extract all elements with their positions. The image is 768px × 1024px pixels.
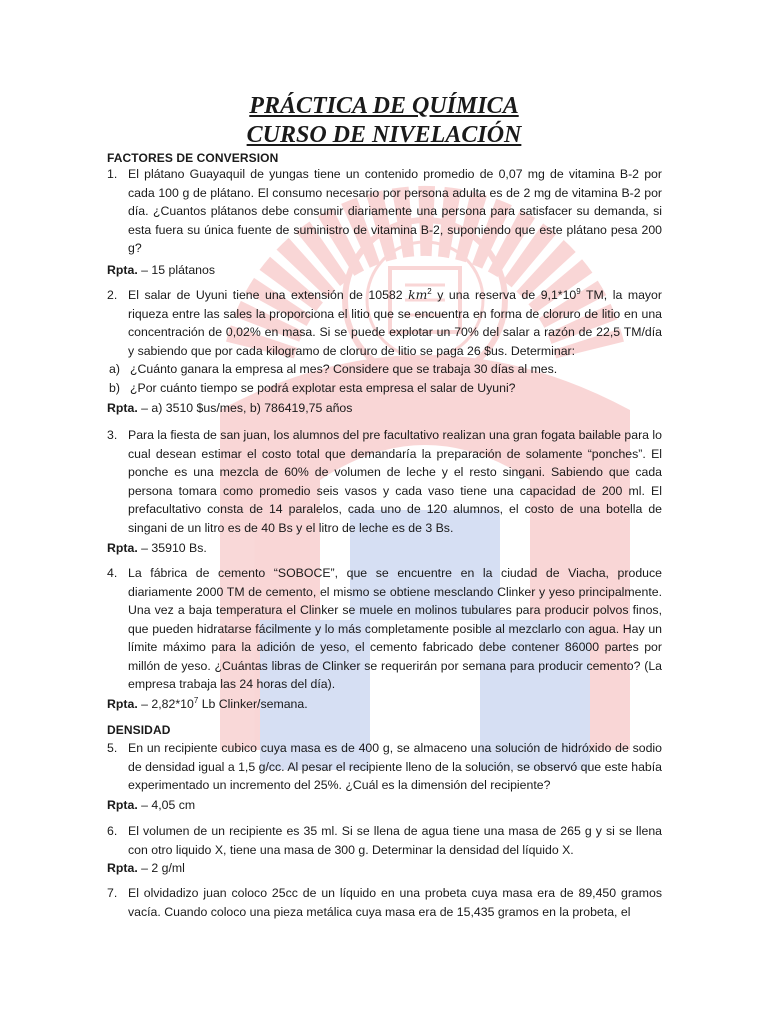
answer-2 (107, 399, 352, 417)
problem-text: La fábrica de cemento “SOBOCE”, que se encuentre en la ciudad de Viacha, produce diariamente 2000 TM de cemento, el mismo se obtiene mesclando Clinker y yeso principalmente. Una vez a baja temperatura el Clinker se muele en molinos tubulares para producir polvos finos, que pueden hidratarse fácilmente y lo más completamente posible al mezclarlo con agua. Hay un límite máximo para la adición de yeso, el cemento fabricado debe contener 86000 partes por millón de yeso. ¿Cuántas libras de Clinker se requerirán por semana para producir cemento? (La empresa trabaja las 24 horas del día). (128, 566, 662, 691)
page-title-line1: PRÁCTICA DE QUÍMICA (249, 93, 519, 119)
problem-text: El plátano Guayaquil de yungas tiene un contenido promedio de 0,07 mg de vitamina B-2 por cada 100 g de plátano. El consumo necesario por persona adulta es de 2 mg de vitamina B-2 por día. ¿Cuantos plátanos debe consumir diariamente una persona para satisfacer su demanda, si esta fuera su única fuente de suministro de vitamina B-2, suponiendo que este plátano pesa 200 g? (128, 167, 662, 255)
sub-question-a: a) ¿Cuánto ganara la empresa al mes? Considere que se trabaja 30 días al mes. (109, 362, 558, 376)
answer-label: Rpta. (107, 401, 138, 415)
problem-text: En un recipiente cubico cuya masa es de 400 g, se almaceno una solución de hidróxido de sodio de densidad igual a 1,5 g/cc. Al pesar el recipiente lleno de la solución, se observó que este había experimentado un incremento del 25%. ¿Cuál es la dimensión del recipiente? (128, 741, 662, 792)
answer-value: – 15 plátanos (137, 263, 216, 277)
problem-text: El olvidadizo juan coloco 25cc de un líquido en una probeta cuya masa era de 89,450 gramos vacía. Cuando coloco una pieza metálica cuya masa era de 15,435 gramos en la probeta, el (128, 886, 662, 919)
answer-4: Rpta. – $2,82*10^7$ Lb Clinker/semana. (107, 695, 308, 711)
answer-label: Rpta. (107, 861, 138, 875)
unit-km: km (408, 288, 428, 302)
problem-7 (107, 884, 662, 921)
answer-value: – 2 g/ml (137, 861, 185, 875)
problem-text: El salar de Uyuni tiene una extensión de 10582 $km^2$ y una reserva de $9,1*10^9$ TM, la mayor riqueza entre las sales la proporciona el litio que se encuentra en forma de cloruro de litio en una concentración de 0,02% en masa. Si se puede explotar un 70% del salar a razón de 22,5 TM/día y sabiendo que por cada kilogramo de cloruro de litio se paga 26 $us. Determinar: (128, 286, 662, 358)
section-heading-conversion: FACTORES DE CONVERSION (107, 151, 279, 165)
problem-6 (107, 822, 662, 859)
problem-number: 4. (107, 566, 118, 580)
answer-value: – a) 3510 $us/mes, b) 786419,75 años (137, 401, 353, 415)
problem-4 (107, 564, 662, 694)
answer-3 (107, 539, 207, 557)
problem-2 (107, 286, 662, 397)
answer-value: – 35910 Bs. (137, 541, 207, 555)
section-heading-densidad: DENSIDAD (107, 723, 171, 737)
answer-label: Rpta. (107, 541, 138, 555)
problem-number: 3. (107, 428, 118, 442)
problem-number: 6. (107, 824, 118, 838)
sub-question-b: b) ¿Por cuánto tiempo se podrá explotar esta empresa el salar de Uyuni? (109, 380, 516, 395)
problem-number: 7. (107, 886, 118, 900)
problem-text: Para la fiesta de san juan, los alumnos del pre facultativo realizan una gran fogata bailable para lo cual desean estimar el costo total que demandaría la preparación de solamente “ponches”. El ponche es una mezcla de 60% de volumen de leche y el resto singani. Sabiendo que cada persona tomara como promedio seis vasos y cada vaso tiene una capacidad de 200 ml. El prefacultativo consta de 14 paralelos, cada uno de 120 alumnos, el costo de una botella de singani de un litro es de 40 Bs y el litro de leche es de 3 Bs. (128, 428, 662, 535)
answer-label: Rpta. (107, 263, 138, 277)
answer-5 (107, 796, 195, 814)
problem-number: 2. (107, 288, 118, 302)
problem-3 (107, 426, 662, 537)
answer-value: – 4,05 cm (137, 798, 196, 812)
problem-1 (107, 165, 662, 258)
page-title-line2: CURSO DE NIVELACIÓN (246, 122, 522, 148)
problem-number: 5. (107, 741, 118, 755)
answer-label: Rpta. (107, 798, 138, 812)
problem-5 (107, 739, 662, 795)
problem-text: El volumen de un recipiente es 35 ml. Si se llena de agua tiene una masa de 265 g y si se llena con otro liquido X, tiene una masa de 300 g. Determinar la densidad del líquido X. (128, 824, 662, 857)
answer-1 (107, 261, 215, 279)
answer-6 (107, 859, 185, 877)
answer-label: Rpta. (107, 697, 138, 711)
problem-number: 1. (107, 167, 118, 181)
